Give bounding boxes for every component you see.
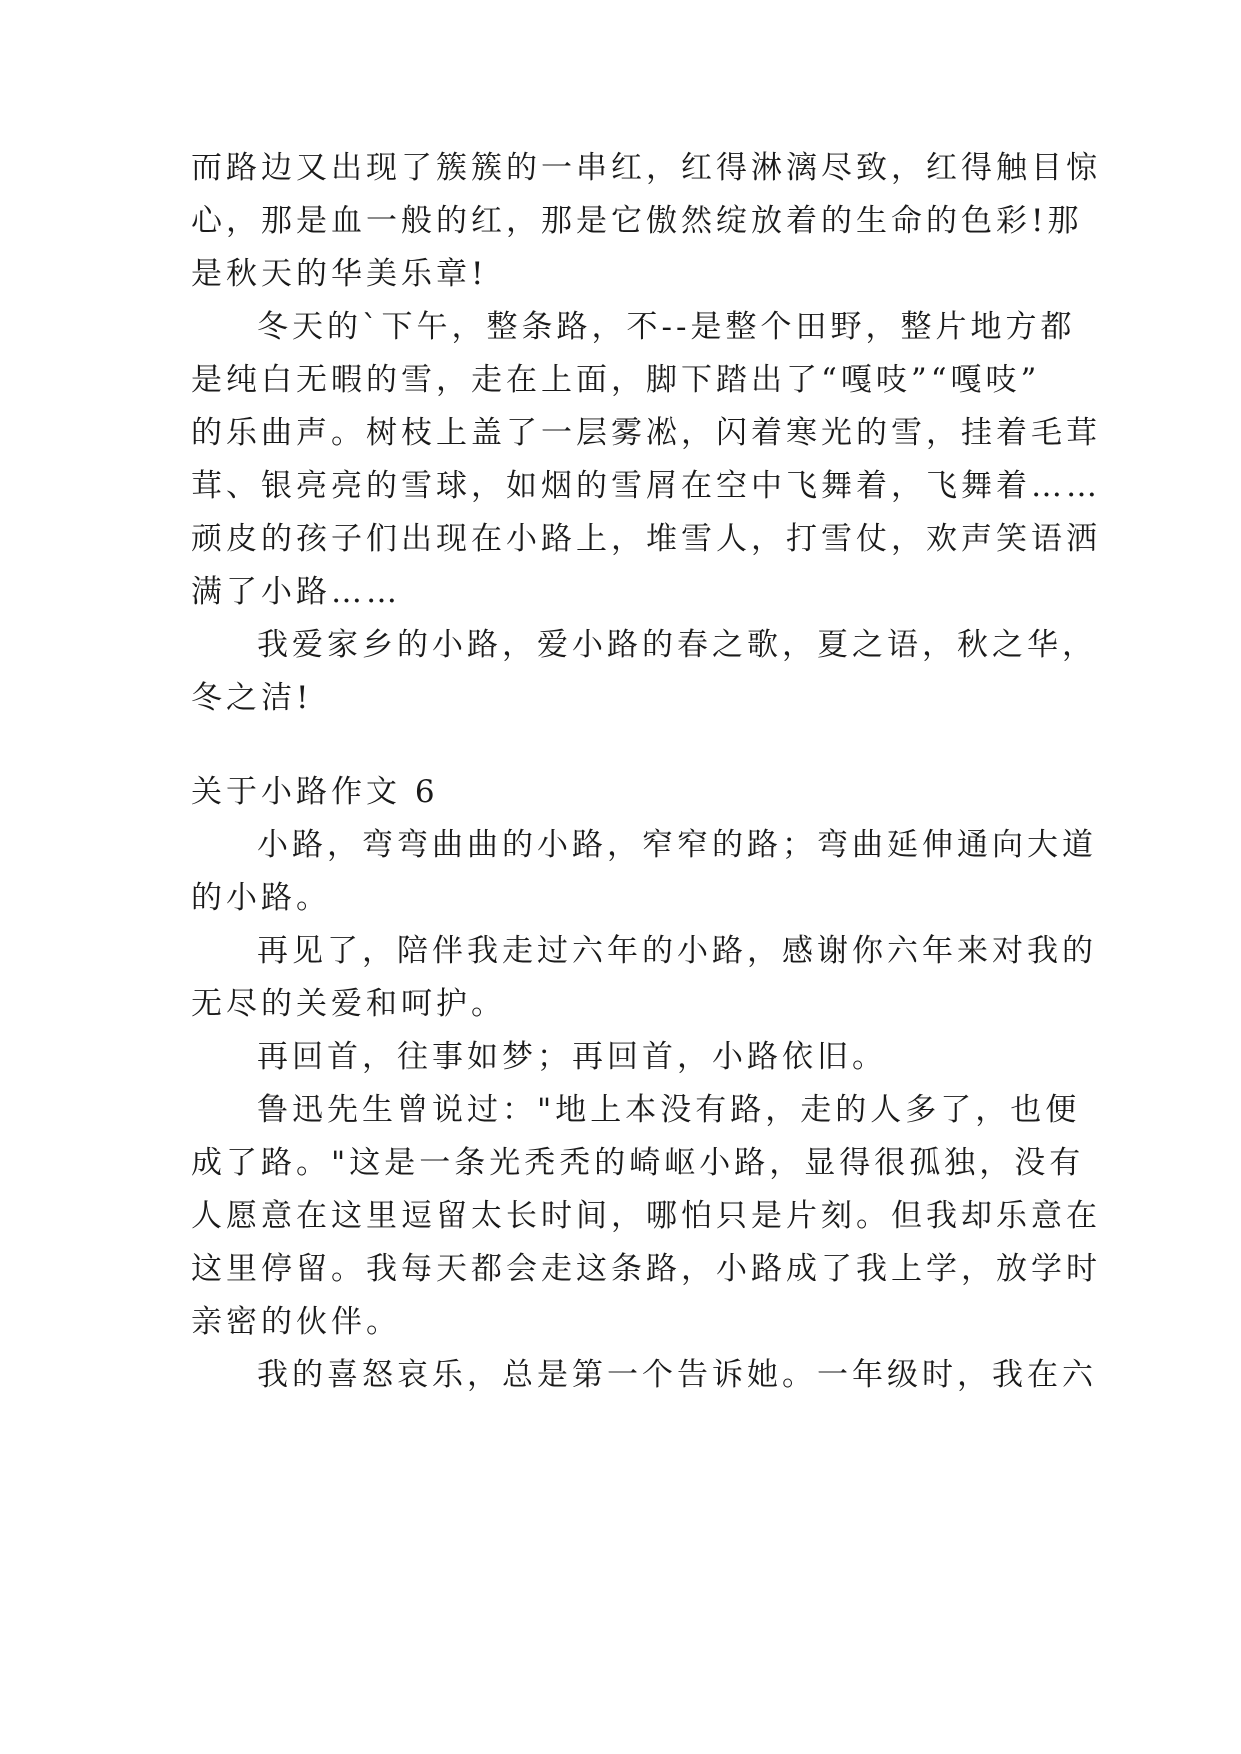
paragraph-line: 顽皮的孩子们出现在小路上，堆雪人，打雪仗，欢声笑语洒 (191, 521, 1101, 557)
paragraph-line: 我爱家乡的小路，爱小路的春之歌，夏之语，秋之华， (257, 627, 1097, 663)
paragraph-line: 我的喜怒哀乐，总是第一个告诉她。一年级时，我在六 (257, 1357, 1097, 1393)
paragraph-line: 人愿意在这里逗留太长时间，哪怕只是片刻。但我却乐意在 (191, 1198, 1101, 1234)
paragraph-line: 是秋天的华美乐章! (191, 256, 488, 292)
paragraph-line: 的乐曲声。树枝上盖了一层雾凇，闪着寒光的雪，挂着毛茸 (191, 415, 1101, 451)
paragraph-line: 冬之洁! (191, 680, 313, 716)
paragraph-line: 成了路。"这是一条光秃秃的崎岖小路，显得很孤独，没有 (191, 1145, 1085, 1181)
paragraph-line: 而路边又出现了簇簇的一串红，红得淋漓尽致，红得触目惊 (191, 150, 1101, 186)
paragraph-line: 再回首，往事如梦；再回首，小路依旧。 (257, 1039, 887, 1075)
paragraph-line: 满了小路…… (191, 574, 401, 610)
paragraph-line: 再见了，陪伴我走过六年的小路，感谢你六年来对我的 (257, 933, 1097, 969)
paragraph-line: 无尽的关爱和呵护。 (191, 986, 506, 1022)
paragraph-line: 心，那是血一般的红，那是它傲然绽放着的生命的色彩!那 (191, 203, 1083, 239)
paragraph-line: 小路，弯弯曲曲的小路，窄窄的路；弯曲延伸通向大道 (257, 827, 1097, 863)
paragraph-line: 的小路。 (191, 880, 331, 916)
section-heading: 关于小路作文 6 (191, 774, 439, 810)
paragraph-line: 这里停留。我每天都会走这条路，小路成了我上学，放学时 (191, 1251, 1101, 1287)
paragraph-line: 鲁迅先生曾说过："地上本没有路，走的人多了，也便 (257, 1092, 1081, 1128)
paragraph-line: 是纯白无暇的雪，走在上面，脚下踏出了“嘎吱”“嘎吱” (191, 362, 1041, 398)
paragraph-line: 茸、银亮亮的雪球，如烟的雪屑在空中飞舞着，飞舞着…… (191, 468, 1101, 504)
paragraph-line: 冬天的`下午，整条路，不--是整个田野，整片地方都 (257, 309, 1076, 345)
paragraph-line: 亲密的伙伴。 (191, 1304, 401, 1340)
